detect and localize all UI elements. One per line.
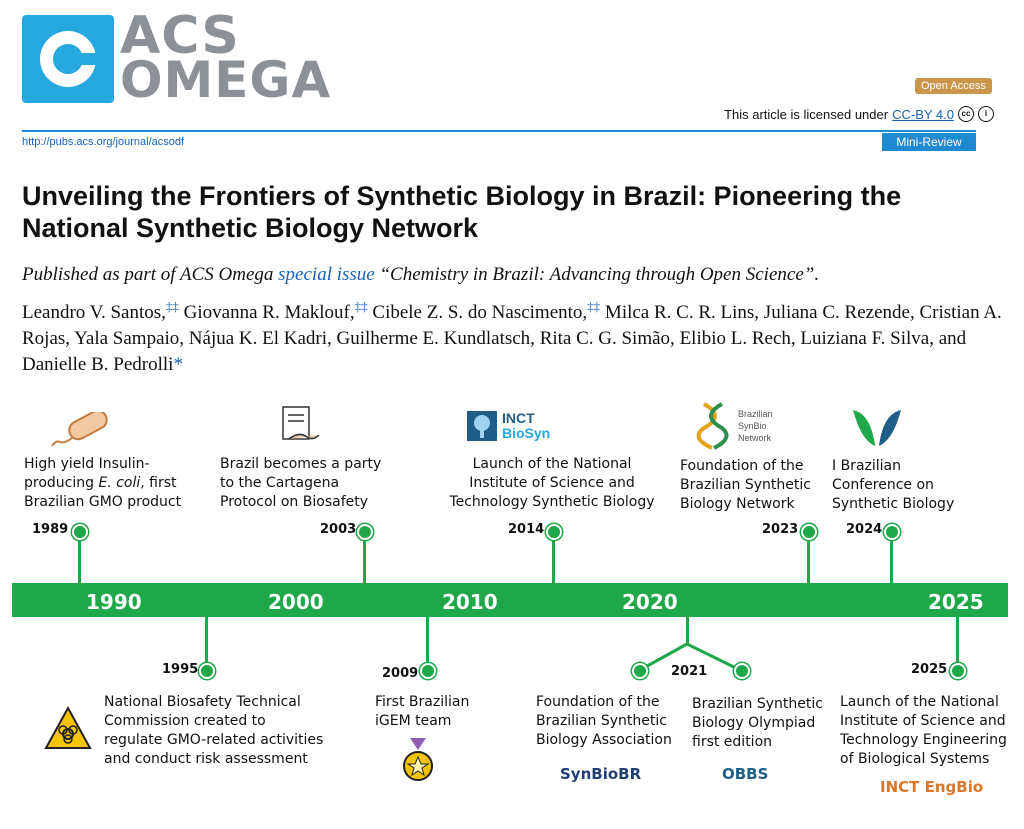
author-name[interactable]: Guilherme E. Kundlatsch, [336, 328, 535, 349]
synbio-network-logo [694, 400, 773, 452]
open-access-badge: Open Access [915, 78, 992, 94]
author-name[interactable]: Luiziana F. Silva, and [800, 328, 967, 349]
timeline-dot [357, 524, 373, 540]
author-name[interactable]: Juliana C. Rezende, [763, 302, 915, 323]
attribution-icon: i [978, 106, 994, 122]
event-2021-olympiad-text [692, 695, 823, 752]
obbs-logo: OBBS [722, 765, 769, 783]
author-name[interactable]: Nájua K. El Kadri, [188, 328, 332, 349]
event-line: National Biosafety Technical [104, 694, 301, 710]
event-line: Technology Engineering [840, 732, 1007, 748]
event-line: to the Cartagena [220, 475, 340, 491]
author-affiliation-mark[interactable]: ‡‡ [165, 298, 179, 314]
license-link[interactable]: CC-BY 4.0 [892, 106, 954, 122]
author-name[interactable]: Leandro V. Santos, [22, 302, 166, 323]
author-name[interactable]: Cibele Z. S. do Nascimento, [372, 302, 588, 323]
cc-icon: cc [958, 106, 974, 122]
author-name[interactable]: Danielle B. Pedrolli [22, 354, 174, 375]
timeline-dot [950, 663, 966, 679]
event-year: 1989 [32, 522, 69, 537]
event-line: High yield Insulin- [24, 456, 150, 472]
event-2024-text [832, 457, 954, 514]
decade-label: 2020 [622, 590, 678, 614]
published-prefix: Published as part of ACS Omega [22, 264, 274, 285]
event-line: Brazilian GMO product [24, 494, 182, 510]
author-name[interactable]: Elibio L. Rech, [679, 328, 796, 349]
event-line: Foundation of the [680, 458, 804, 474]
event-line: Launch of the National [840, 694, 999, 710]
decade-label: 1990 [86, 590, 142, 614]
timeline-dot [199, 663, 215, 679]
decade-label: 2025 [928, 590, 984, 614]
event-line: Technology Synthetic Biology [449, 494, 655, 510]
timeline-dot [801, 524, 817, 540]
handshake-document-icon [277, 405, 323, 451]
journal-url-link[interactable]: http://pubs.acs.org/journal/acsodf [22, 136, 185, 148]
conference-logo-icon [851, 406, 903, 450]
published-note [22, 264, 819, 286]
event-line: Biology Olympiad [692, 715, 816, 731]
timeline-stem [956, 617, 959, 667]
event-line [24, 474, 181, 493]
bacterium-icon [50, 412, 112, 454]
species-name: E. coli [98, 475, 141, 491]
synbio-line: SynBio [738, 421, 767, 431]
author-name[interactable]: Milca R. C. R. Lins, [604, 302, 760, 323]
event-1995-text [104, 693, 323, 769]
inct-biosyn-logo [466, 410, 550, 442]
corresponding-author-mark[interactable]: * [173, 354, 183, 375]
event-year: 2021 [671, 664, 708, 679]
timeline-dot [734, 663, 750, 679]
timeline-dot [420, 663, 436, 679]
author-name[interactable]: Cristian A. Rojas, [22, 302, 1002, 349]
license-prefix: This article is licensed under [724, 106, 889, 122]
timeline-dot [632, 663, 648, 679]
event-line: and conduct risk assessment [104, 751, 308, 767]
timeline-dot [884, 524, 900, 540]
event-line: Foundation of the [536, 694, 660, 710]
event-line: Conference on [832, 477, 934, 493]
event-year: 2024 [846, 522, 883, 537]
decade-label: 2000 [268, 590, 324, 614]
inct-label: INCT [502, 410, 535, 426]
event-line: Brazil becomes a party [220, 456, 382, 472]
biohazard-icon [44, 706, 92, 750]
event-2014-text [420, 455, 684, 512]
header-rule [22, 130, 976, 132]
event-2025-text [840, 693, 1007, 769]
event-line-part: producing E. coli, first [24, 475, 177, 491]
logo-omega-text: OMEGA [120, 51, 332, 109]
author-name[interactable]: Rita C. G. Simão, [539, 328, 675, 349]
event-line: Institute of Science and [469, 475, 635, 491]
event-line: First Brazilian [375, 694, 470, 710]
timeline-dot [72, 524, 88, 540]
event-year: 2023 [762, 522, 799, 537]
event-line: Brazilian Synthetic [536, 713, 667, 729]
event-2021-association-text [536, 693, 672, 750]
author-affiliation-mark[interactable]: ‡‡ [587, 298, 601, 314]
event-line: Protocol on Biosafety [220, 494, 369, 510]
event-line: Commission created to [104, 713, 266, 729]
event-line: of Biological Systems [840, 751, 990, 767]
event-line: I Brazilian [832, 458, 901, 474]
article-title: Unveiling the Frontiers of Synthetic Biology in Brazil: Pioneering the National Synthetic Biology Network [22, 181, 902, 243]
dna-icon [694, 400, 734, 452]
special-issue-link[interactable]: special issue [278, 264, 375, 285]
author-affiliation-mark[interactable]: ‡‡ [354, 298, 368, 314]
published-suffix: “Chemistry in Brazil: Advancing through Open Science”. [379, 264, 820, 285]
synbio-line: Network [738, 433, 772, 443]
timeline-stem [426, 617, 429, 667]
synbio-line: Brazilian [738, 409, 773, 419]
event-line: Launch of the National [472, 456, 632, 472]
author-name[interactable]: Yala Sampaio, [74, 328, 185, 349]
event-year: 2014 [508, 522, 545, 537]
event-year: 2025 [911, 662, 948, 677]
medal-icon [400, 736, 436, 784]
inct-engbio-logo: INCT EngBio [880, 778, 984, 796]
logo-acs-text: ACS [120, 6, 240, 66]
acs-omega-logo-icon [22, 15, 114, 103]
event-year: 2009 [382, 666, 419, 681]
author-name[interactable]: Giovanna R. Maklouf, [183, 302, 355, 323]
event-line: Biology Network [680, 496, 795, 512]
event-line: Biology Association [536, 732, 672, 748]
event-line: first edition [692, 734, 773, 750]
synbiobr-logo: SynBioBR [560, 765, 642, 783]
tree-icon [466, 410, 498, 442]
event-2009-text [375, 693, 469, 731]
event-year: 2003 [320, 522, 357, 537]
event-line: Synthetic Biology [832, 496, 955, 512]
biosyn-label: BioSyn [502, 425, 551, 441]
decade-label: 2010 [442, 590, 498, 614]
timeline-stem [205, 617, 208, 667]
timeline-axis [12, 583, 1008, 617]
license-line [724, 106, 994, 122]
event-line: regulate GMO-related activities [104, 732, 324, 748]
event-line: Brazilian Synthetic [692, 696, 823, 712]
article-type-badge: Mini-Review [882, 133, 976, 151]
author-list [22, 300, 1007, 378]
event-year: 1995 [162, 662, 199, 677]
event-line: Institute of Science and [840, 713, 1006, 729]
event-1989-text [24, 455, 181, 512]
event-2003-text [220, 455, 381, 512]
event-line: Brazilian Synthetic [680, 477, 811, 493]
timeline-dot [546, 524, 562, 540]
event-2023-text [680, 457, 811, 514]
event-line: iGEM team [375, 713, 452, 729]
